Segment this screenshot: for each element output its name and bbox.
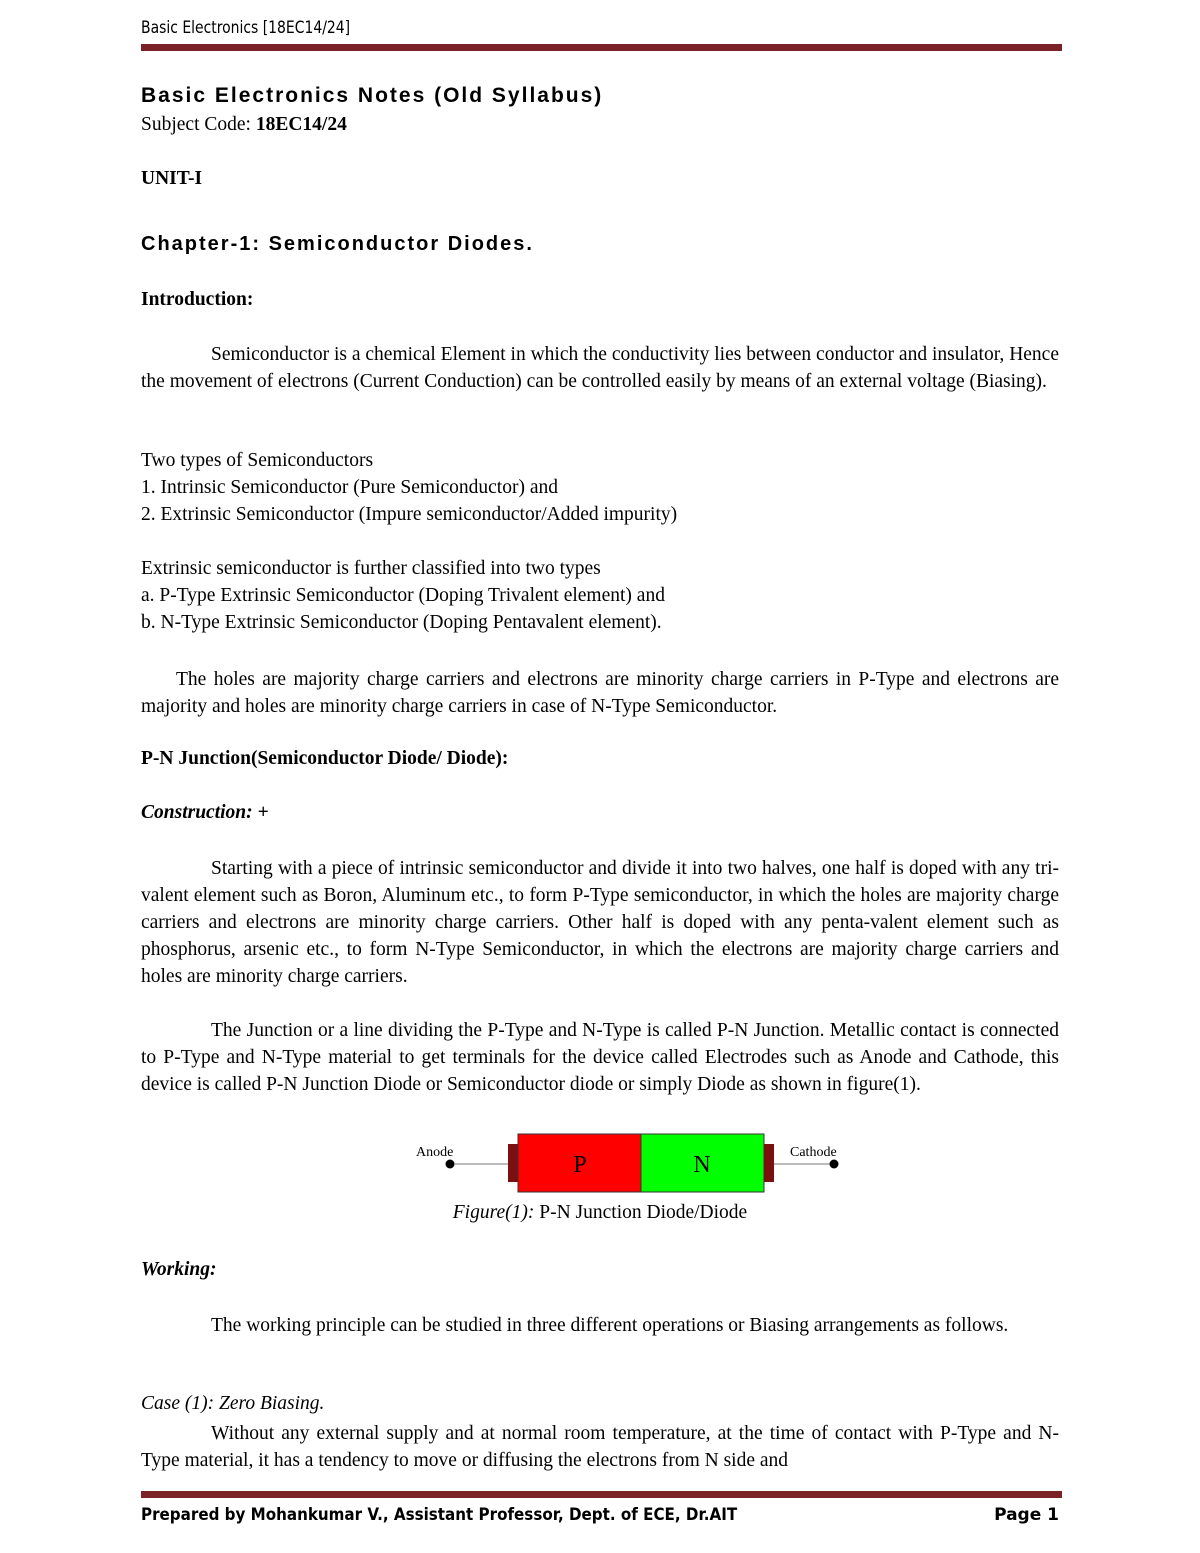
cathode-contact: [764, 1144, 774, 1182]
list-item: b. N-Type Extrinsic Semiconductor (Doping Pentavalent element).: [141, 612, 662, 633]
anode-terminal: [446, 1160, 455, 1169]
types-title: Two types of Semiconductors: [141, 450, 374, 471]
document-title: Basic Electronics Notes (Old Syllabus): [141, 84, 604, 107]
cathode-terminal: [830, 1160, 839, 1169]
subject-code-value: 18EC14/24: [255, 114, 347, 135]
pn-junction-diode-figure: [410, 1128, 860, 1200]
anode-label: Anode: [416, 1145, 454, 1160]
case1-paragraph: Without any external supply and at normal room temperature, at the time of contact with P-Type and N-Type material, it has a tendency to move or diffusing the electrons from N side and: [141, 1423, 1059, 1471]
n-label: N: [693, 1152, 711, 1178]
list-item: 2. Extrinsic Semiconductor (Impure semiconductor/Added impurity): [141, 504, 678, 525]
list-item: 1. Intrinsic Semiconductor (Pure Semiconductor) and: [141, 477, 558, 498]
working-paragraph: The working principle can be studied in three different operations or Biasing arrangements as follows.: [211, 1315, 1009, 1336]
figure-caption-text: P-N Junction Diode/Diode: [534, 1202, 748, 1223]
figure-caption: [0, 1202, 1200, 1224]
carriers-paragraph: The holes are majority charge carriers and electrons are minority charge carriers in P-Type and electrons are majority and holes are minority charge carriers in case of N-Type Semiconductor.: [141, 669, 1059, 717]
intro-paragraph: Semiconductor is a chemical Element in which the conductivity lies between conductor and insulator, Hence the movement of electrons (Current Conduction) can be controlled easily by means of an external voltage (Biasing).: [141, 344, 1059, 392]
subject-code-line: [141, 114, 347, 136]
construction-paragraph-1: Starting with a piece of intrinsic semiconductor and divide it into two halves, one half is doped with any tri-valent element such as Boron, Aluminum etc., to form P-Type semiconductor, in which the holes are majority charge carriers and electrons are minority charge carriers. Other half is doped with any penta-valent element such as phosphorus, arsenic etc., to form N-Type Semiconductor, in which the electrons are majority charge carriers and holes are minority charge carriers.: [141, 858, 1059, 987]
list-item: a. P-Type Extrinsic Semiconductor (Doping Trivalent element) and: [141, 585, 665, 606]
unit-heading: UNIT-I: [141, 168, 203, 189]
footer-rule: [141, 1491, 1062, 1498]
p-label: P: [573, 1152, 587, 1178]
cathode-label: Cathode: [790, 1145, 837, 1160]
chapter-heading: Chapter-1: Semiconductor Diodes.: [141, 233, 534, 255]
anode-contact: [508, 1144, 518, 1182]
construction-paragraph-2: The Junction or a line dividing the P-Type and N-Type is called P-N Junction. Metallic contact is connected to P-Type and N-Type material to get terminals for the device called Electrodes such as Anode and Cathode, this device is called P-N Junction Diode or Semiconductor diode or simply Diode as shown in figure(1).: [141, 1020, 1059, 1095]
construction-heading: Construction: +: [141, 802, 269, 823]
introduction-heading: Introduction:: [141, 289, 254, 310]
working-heading: Working:: [141, 1259, 217, 1280]
page-number: Page 1: [994, 1505, 1059, 1525]
subject-code-label: Subject Code:: [141, 114, 256, 135]
case1-heading: Case (1): Zero Biasing.: [141, 1393, 325, 1414]
running-header: Basic Electronics [18EC14/24]: [141, 18, 351, 38]
extrinsic-title: Extrinsic semiconductor is further classified into two types: [141, 558, 601, 579]
pn-junction-heading: P-N Junction(Semiconductor Diode/ Diode):: [141, 748, 509, 769]
header-rule: [141, 44, 1062, 51]
figure-caption-label: Figure(1):: [452, 1202, 535, 1223]
prepared-by-footer: Prepared by Mohankumar V., Assistant Professor, Dept. of ECE, Dr.AIT: [141, 1505, 738, 1525]
